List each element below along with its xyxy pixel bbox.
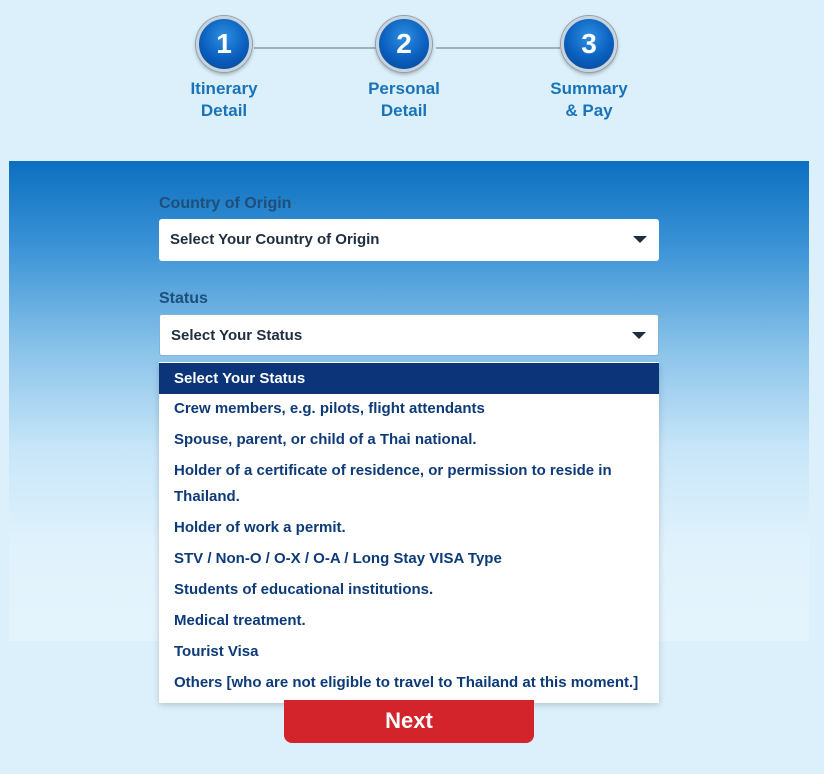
status-option[interactable]: Students of educational institutions.	[174, 581, 434, 598]
step-3-label	[529, 78, 649, 122]
step-1-label-line1: Itinerary	[190, 79, 258, 98]
next-button[interactable]: Next	[284, 700, 534, 743]
status-option[interactable]: Spouse, parent, or child of a Thai national.	[174, 431, 477, 448]
step-3-number: 3	[581, 28, 597, 59]
step-1-number: 1	[216, 28, 232, 59]
status-select[interactable]	[159, 314, 659, 356]
status-option[interactable]: Select Your Status	[159, 363, 659, 394]
status-option[interactable]: Holder of a certificate of residence, or permission to reside in Thailand.	[174, 462, 612, 505]
country-select-value: Select Your Country of Origin	[170, 231, 380, 248]
chevron-down-icon	[633, 236, 647, 243]
status-option[interactable]: Others [who are not eligible to travel to Thailand at this moment.]	[174, 674, 639, 691]
step-2-label-line1: Personal	[368, 79, 440, 98]
step-summary-pay[interactable]	[529, 16, 649, 122]
status-option[interactable]: STV / Non-O / O-X / O-A / Long Stay VISA Type	[174, 550, 502, 567]
status-option[interactable]: Crew members, e.g. pilots, flight attendants	[174, 400, 485, 417]
step-3-label-line2: & Pay	[565, 101, 613, 120]
status-select-value: Select Your Status	[171, 327, 303, 344]
step-1-label	[164, 78, 284, 122]
country-of-origin-label: Country of Origin	[159, 195, 292, 212]
step-2-label	[344, 78, 464, 122]
step-2-number: 2	[396, 28, 412, 59]
status-label: Status	[159, 290, 208, 307]
step-1-label-line2: Detail	[200, 101, 248, 120]
step-3-circle	[561, 16, 617, 72]
step-2-label-line2: Detail	[380, 101, 428, 120]
chevron-down-icon	[632, 332, 646, 339]
country-of-origin-select[interactable]	[159, 219, 659, 261]
step-1-circle	[196, 16, 252, 72]
step-personal-detail[interactable]	[344, 16, 464, 122]
step-2-circle	[376, 16, 432, 72]
status-option[interactable]: Holder of work a permit.	[174, 519, 346, 536]
progress-stepper	[0, 0, 824, 160]
status-option[interactable]: Medical treatment.	[174, 612, 306, 629]
status-option[interactable]: Tourist Visa	[174, 643, 259, 660]
step-3-label-line1: Summary	[550, 79, 628, 98]
status-dropdown-list	[159, 362, 659, 703]
step-itinerary-detail[interactable]	[164, 16, 284, 122]
